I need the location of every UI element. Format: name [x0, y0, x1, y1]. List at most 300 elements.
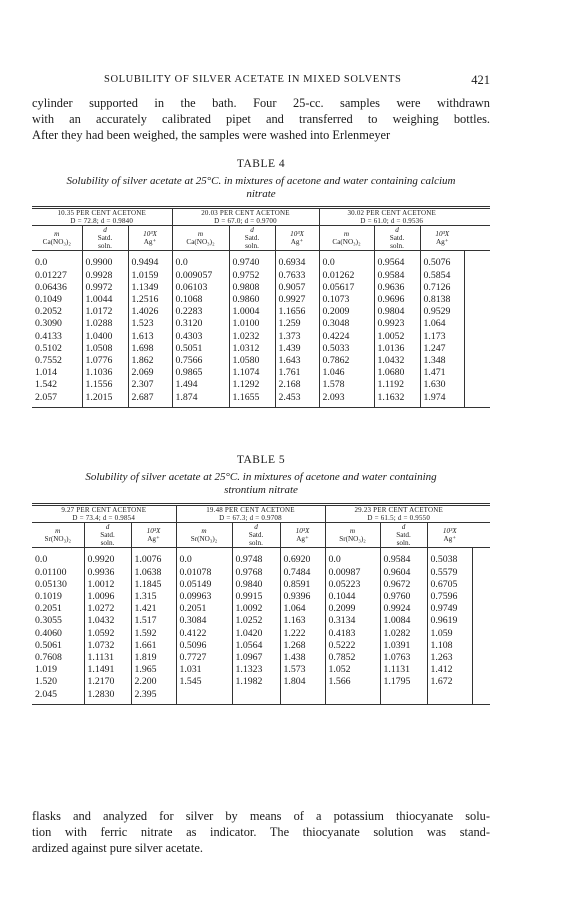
- table-cell: 0.9808: [229, 282, 275, 294]
- table-row: [32, 379, 490, 391]
- column-unit: soln.: [100, 539, 115, 548]
- column-symbol: d: [254, 523, 258, 532]
- table-cell: 0.0: [319, 251, 374, 270]
- table-cell: 1.0967: [232, 652, 280, 664]
- table-cell: 1.421: [131, 603, 176, 615]
- column-header: [176, 523, 232, 548]
- column-label: Satd.: [248, 531, 264, 540]
- table-row: [32, 318, 490, 330]
- running-head-title: SOLUBILITY OF SILVER ACETATE IN MIXED SOLVENTS: [104, 74, 402, 85]
- table-cell: 0.05617: [319, 282, 374, 294]
- table-cell: 1.373: [275, 331, 319, 343]
- group-constants: D = 61.0; d = 0.9536: [360, 217, 424, 226]
- column-symbol: m: [343, 230, 350, 239]
- table-cell: 1.494: [172, 379, 229, 391]
- table-cell: [427, 689, 472, 705]
- caption-line: strontium nitrate: [224, 484, 298, 496]
- table-cell: 1.0288: [82, 318, 128, 330]
- column-label: 10³X: [435, 230, 450, 239]
- table-cell: 1.0004: [229, 306, 275, 318]
- table-cell: 1.471: [420, 367, 464, 379]
- table-cell: 1.247: [420, 343, 464, 355]
- spacer-cell: [472, 652, 490, 664]
- table-cell: 1.0252: [232, 615, 280, 627]
- table-cell: 0.8591: [280, 579, 325, 591]
- table-cell: 1.1131: [380, 664, 427, 676]
- table-cell: 0.9740: [229, 251, 275, 270]
- table-cell: 1.0044: [82, 294, 128, 306]
- spacer-cell: [472, 615, 490, 627]
- table-cell: 1.804: [280, 676, 325, 688]
- table-cell: 0.7566: [172, 355, 229, 367]
- column-header-row: [32, 226, 490, 251]
- table-cell: 1.0100: [229, 318, 275, 330]
- column-symbol: m: [349, 527, 356, 536]
- table-row: [32, 306, 490, 318]
- table-cell: 2.093: [319, 392, 374, 408]
- table-cell: 0.7608: [35, 652, 62, 664]
- table-cell: 0.01078: [176, 567, 232, 579]
- table-cell: 1.698: [128, 343, 172, 355]
- table-cell: 1.046: [319, 367, 374, 379]
- table-cell: 0.5222: [325, 640, 380, 652]
- table-cell: 0.9936: [84, 567, 131, 579]
- table-cell: 1.874: [172, 392, 229, 408]
- table-cell: 1.2516: [128, 294, 172, 306]
- table-cell: 0.8138: [420, 294, 464, 306]
- table-cell: [380, 689, 427, 705]
- table-cell: 1.1491: [84, 664, 131, 676]
- column-symbol: d: [401, 523, 406, 532]
- table-cell: [176, 689, 232, 705]
- group-constants: D = 61.5; d = 0.9550: [367, 514, 431, 523]
- table-cell: 1.1632: [374, 392, 420, 408]
- group-header: [32, 208, 172, 226]
- group-header: [325, 505, 472, 523]
- table-cell: 0.9494: [128, 251, 172, 270]
- table-cell: 1.672: [427, 676, 472, 688]
- table-cell: 0.5033: [319, 343, 374, 355]
- table-cell: 1.630: [420, 379, 464, 391]
- table-cell: 0.4224: [319, 331, 374, 343]
- text-line: flasks and analyzed for silver by means of a potassium thiocyanate solu-: [32, 809, 490, 823]
- table-cell: 1.2015: [82, 392, 128, 408]
- table-cell: 0.5076: [420, 251, 464, 270]
- table-cell: 0.7862: [319, 355, 374, 367]
- closing-paragraph: [32, 809, 490, 856]
- table-cell: 0.0: [325, 548, 380, 567]
- table-cell: 1.019: [35, 664, 58, 676]
- column-symbol: d: [103, 226, 107, 235]
- spacer-cell: [464, 306, 490, 318]
- table4: [32, 206, 490, 408]
- spacer-cell: [472, 579, 490, 591]
- table-cell: 1.0400: [82, 331, 128, 343]
- group-header-row: [32, 208, 490, 226]
- column-unit: Ag⁺: [435, 238, 449, 247]
- table-cell: 0.4060: [35, 627, 62, 639]
- table-cell: 1.643: [275, 355, 319, 367]
- group-title: 10.35 PER CENT ACETONE: [57, 209, 147, 217]
- column-symbol: m: [54, 230, 60, 239]
- table-cell: 1.0391: [380, 640, 427, 652]
- table-cell: 1.578: [319, 379, 374, 391]
- table5: [32, 503, 490, 705]
- text-line: After they had been weighed, the samples were washed into Erlenmeyer: [32, 127, 391, 142]
- spacer-cell: [472, 505, 490, 523]
- spacer-cell: [472, 676, 490, 688]
- table-cell: 0.6934: [275, 251, 319, 270]
- table-cell: 1.0763: [380, 652, 427, 664]
- text-line: tion with ferric nitrate as indicator. The thiocyanate solution was stand-: [32, 824, 490, 839]
- column-header: [232, 523, 280, 548]
- column-label: Satd.: [97, 234, 113, 243]
- group-constants: D = 73.4; d = 0.9854: [72, 514, 136, 523]
- group-title: 20.03 PER CENT ACETONE: [201, 209, 290, 217]
- table-cell: 2.307: [128, 379, 172, 391]
- table-cell: 0.00987: [325, 567, 380, 579]
- table-row: [32, 367, 490, 379]
- table-cell: 1.520: [35, 676, 58, 688]
- caption-line: Solubility of silver acetate at 25°C. in mixtures of acetone and water containing: [85, 471, 437, 483]
- spacer-cell: [464, 331, 490, 343]
- table-row: [32, 591, 490, 603]
- table-cell: 0.2052: [35, 306, 62, 318]
- table-row: [32, 331, 490, 343]
- table-cell: 1.0564: [232, 640, 280, 652]
- column-unit: Sr(NO₃)₂: [339, 535, 366, 544]
- table-cell: 1.0012: [84, 579, 131, 591]
- column-unit: Sr(NO₃)₂: [190, 535, 218, 544]
- group-constants: D = 67.3; d = 0.9708: [219, 514, 282, 523]
- table-cell: 1.2170: [84, 676, 131, 688]
- table5-label: TABLE 5: [236, 454, 286, 466]
- spacer-cell: [464, 318, 490, 330]
- caption-line: nitrate: [246, 188, 276, 200]
- column-unit: Ag⁺: [147, 535, 160, 544]
- table-cell: 1.173: [420, 331, 464, 343]
- spacer-cell: [472, 567, 490, 579]
- table-cell: 0.5051: [172, 343, 229, 355]
- column-label: Satd.: [396, 531, 411, 540]
- table-cell: 1.1074: [229, 367, 275, 379]
- table-row: [32, 640, 490, 652]
- table-cell: 1.862: [128, 355, 172, 367]
- table-row: [32, 270, 490, 282]
- table-cell: 0.5038: [427, 548, 472, 567]
- spacer-cell: [472, 591, 490, 603]
- table5-caption: [14, 471, 508, 497]
- table-cell: 0.7633: [275, 270, 319, 282]
- column-symbol: d: [395, 226, 399, 235]
- spacer-cell: [472, 628, 490, 640]
- table-cell: 0.3055: [35, 615, 62, 627]
- table-cell: 1.761: [275, 367, 319, 379]
- spacer-cell: [464, 355, 490, 367]
- column-header: [172, 226, 229, 251]
- column-header: [325, 523, 380, 548]
- table-cell: 0.1049: [35, 294, 62, 306]
- column-header: [275, 226, 319, 251]
- table-cell: 0.05149: [176, 579, 232, 591]
- group-title: 30.02 PER CENT ACETONE: [347, 209, 437, 217]
- table-cell: 1.1292: [229, 379, 275, 391]
- table-cell: 1.542: [35, 379, 58, 391]
- spacer-cell: [464, 282, 490, 294]
- table-cell: 1.439: [275, 343, 319, 355]
- table-cell: 0.9804: [374, 306, 420, 318]
- table-cell: 1.222: [280, 628, 325, 640]
- table-cell: 1.064: [280, 603, 325, 615]
- table-cell: 0.2051: [35, 603, 62, 615]
- group-header-row: [32, 505, 490, 523]
- table-cell: 1.2830: [84, 689, 131, 705]
- column-unit: soln.: [396, 539, 411, 548]
- table-cell: 0.9928: [82, 270, 128, 282]
- table-cell: 0.2009: [319, 306, 374, 318]
- table-cell: 0.9748: [232, 548, 280, 567]
- spacer-cell: [472, 640, 490, 652]
- table-row: [32, 603, 490, 615]
- table-cell: 1.268: [280, 640, 325, 652]
- table-cell: 1.4026: [128, 306, 172, 318]
- table-cell: 0.9584: [380, 548, 427, 567]
- caption-line: Solubility of silver acetate at 25°C. in mixtures of acetone and water containing calcium: [66, 175, 456, 187]
- column-header: [374, 226, 420, 251]
- table-cell: 0.01262: [319, 270, 374, 282]
- table-cell: 0.7552: [35, 355, 62, 367]
- table-cell: 1.108: [427, 640, 472, 652]
- table-row: [32, 628, 490, 640]
- group-header: [319, 208, 464, 226]
- table-cell: 0.9672: [380, 579, 427, 591]
- table-row: [32, 282, 490, 294]
- table-cell: 0.9924: [380, 603, 427, 615]
- table-cell: 0.9584: [374, 270, 420, 282]
- table-cell: 1.1323: [232, 664, 280, 676]
- table-cell: 0.3090: [35, 318, 62, 330]
- table-cell: 1.0159: [128, 270, 172, 282]
- table-cell: 0.5096: [176, 640, 232, 652]
- spacer-cell: [464, 367, 490, 379]
- table-cell: 0.4122: [176, 628, 232, 640]
- table-cell: 1.163: [280, 615, 325, 627]
- column-unit: soln.: [390, 242, 404, 251]
- table-cell: 1.573: [280, 664, 325, 676]
- table-cell: 1.052: [325, 664, 380, 676]
- table-cell: 0.0: [172, 251, 229, 270]
- table-cell: 1.0172: [82, 306, 128, 318]
- table-cell: 1.1656: [275, 306, 319, 318]
- column-label: 10³X: [146, 527, 161, 536]
- column-unit: Ag⁺: [290, 238, 304, 247]
- table-cell: [325, 689, 380, 705]
- table-cell: [232, 689, 280, 705]
- column-header: [420, 226, 464, 251]
- table-cell: 0.06436: [35, 281, 67, 293]
- table-cell: 1.1795: [380, 676, 427, 688]
- table-cell: 0.9840: [232, 579, 280, 591]
- spacer-cell: [464, 294, 490, 306]
- column-unit: Ag⁺: [143, 238, 157, 247]
- table-cell: 0.9900: [82, 251, 128, 270]
- table-cell: 0.9760: [380, 591, 427, 603]
- column-unit: Ca(NO₃)₂: [42, 238, 71, 247]
- spacer-cell: [464, 343, 490, 355]
- table-cell: 1.031: [176, 664, 232, 676]
- column-unit: Ag⁺: [296, 535, 309, 544]
- table-cell: 1.1131: [84, 652, 131, 664]
- table-cell: 0.9860: [229, 294, 275, 306]
- column-unit: Ag⁺: [443, 535, 457, 544]
- table-row: [32, 567, 490, 579]
- column-header: [319, 226, 374, 251]
- table-cell: 0.9604: [380, 567, 427, 579]
- table-cell: 0.06103: [172, 282, 229, 294]
- spacer-cell: [472, 548, 490, 567]
- table-cell: 0.7484: [280, 567, 325, 579]
- table-cell: 0.9529: [420, 306, 464, 318]
- table-cell: 0.5061: [35, 639, 62, 651]
- text-line: ardized against pure silver acetate.: [32, 840, 203, 855]
- table-cell: 1.315: [131, 591, 176, 603]
- column-header: [229, 226, 275, 251]
- column-label: 10³X: [295, 527, 310, 536]
- column-header: [128, 226, 172, 251]
- table-cell: 0.3120: [172, 318, 229, 330]
- group-constants: D = 72.8; d = 0.9840: [70, 217, 134, 226]
- column-unit: Ca(NO₃)₂: [332, 238, 361, 247]
- table-cell: 2.453: [275, 392, 319, 408]
- table-cell: 0.01100: [35, 566, 67, 578]
- column-header: [32, 523, 84, 548]
- table-cell: 0.1044: [325, 591, 380, 603]
- group-title: 19.48 PER CENT ACETONE: [206, 506, 295, 514]
- table-cell: 1.0638: [131, 567, 176, 579]
- table-cell: 1.545: [176, 676, 232, 688]
- table-cell: 0.009057: [172, 270, 229, 282]
- table-cell: 2.395: [131, 689, 176, 705]
- column-symbol: d: [250, 226, 254, 235]
- column-header: [280, 523, 325, 548]
- table-cell: 1.0076: [131, 548, 176, 567]
- table-cell: 1.613: [128, 331, 172, 343]
- spacer-cell: [464, 379, 490, 391]
- table-cell: 0.2051: [176, 603, 232, 615]
- table-cell: 1.0084: [380, 615, 427, 627]
- table-cell: 1.0232: [229, 331, 275, 343]
- column-unit: soln.: [98, 242, 112, 251]
- table-cell: 1.0272: [84, 603, 131, 615]
- table-cell: 1.0580: [229, 355, 275, 367]
- table-cell: 0.01227: [35, 269, 67, 281]
- table-cell: 0.0: [176, 548, 232, 567]
- column-symbol: m: [55, 527, 61, 536]
- table-cell: 0.7596: [427, 591, 472, 603]
- table-cell: 0.9972: [82, 282, 128, 294]
- column-label: Satd.: [100, 531, 115, 540]
- table-cell: 0.3134: [325, 615, 380, 627]
- table-cell: 1.0096: [84, 591, 131, 603]
- table-cell: 0.9396: [280, 591, 325, 603]
- table-cell: 1.0680: [374, 367, 420, 379]
- table-cell: 0.9636: [374, 282, 420, 294]
- table-cell: 1.014: [35, 367, 58, 379]
- table-cell: 0.7126: [420, 282, 464, 294]
- spacer-cell: [464, 251, 490, 270]
- column-label: 10³X: [290, 230, 304, 239]
- table-row: [32, 676, 490, 688]
- spacer-cell: [472, 603, 490, 615]
- column-symbol: d: [105, 523, 110, 532]
- table-row: [32, 251, 490, 270]
- table-cell: 1.592: [131, 628, 176, 640]
- table-row: [32, 689, 490, 705]
- table-cell: 0.0: [35, 257, 48, 269]
- table-row: [32, 294, 490, 306]
- column-header: [84, 523, 131, 548]
- table-cell: 0.1073: [319, 294, 374, 306]
- table-row: [32, 548, 490, 567]
- group-header: [32, 505, 176, 523]
- table-cell: 0.9915: [232, 591, 280, 603]
- table-cell: 1.1192: [374, 379, 420, 391]
- intro-paragraph: [32, 96, 490, 143]
- table-cell: 1.263: [427, 652, 472, 664]
- table-cell: 1.974: [420, 392, 464, 408]
- table-cell: 2.045: [35, 688, 58, 700]
- column-header: [427, 523, 472, 548]
- table-cell: 0.6920: [280, 548, 325, 567]
- table-cell: 1.059: [427, 628, 472, 640]
- table-cell: 1.412: [427, 664, 472, 676]
- table-cell: 0.2099: [325, 603, 380, 615]
- group-title: 9.27 PER CENT ACETONE: [61, 506, 147, 514]
- table-cell: 1.0732: [84, 640, 131, 652]
- table4-caption: [14, 175, 508, 201]
- table-cell: 0.9619: [427, 615, 472, 627]
- table-cell: 0.9865: [172, 367, 229, 379]
- table-cell: 2.200: [131, 676, 176, 688]
- spacer-cell: [464, 226, 490, 251]
- table-cell: 0.5579: [427, 567, 472, 579]
- table-cell: 0.7852: [325, 652, 380, 664]
- table-cell: 1.348: [420, 355, 464, 367]
- table-row: [32, 343, 490, 355]
- table-cell: 0.2283: [172, 306, 229, 318]
- table-cell: 1.1655: [229, 392, 275, 408]
- table-cell: 1.0508: [82, 343, 128, 355]
- table-cell: [280, 689, 325, 705]
- table-cell: 0.5102: [35, 342, 62, 354]
- table-cell: 1.259: [275, 318, 319, 330]
- table-cell: 1.0092: [232, 603, 280, 615]
- table-cell: 1.0312: [229, 343, 275, 355]
- column-symbol: m: [201, 527, 207, 536]
- table-cell: 1.0282: [380, 628, 427, 640]
- column-symbol: m: [197, 230, 204, 239]
- group-header: [176, 505, 325, 523]
- table-cell: 1.517: [131, 615, 176, 627]
- text-line: cylinder supported in the bath. Four 25-cc. samples were withdrawn: [32, 96, 490, 110]
- table-cell: 1.0136: [374, 343, 420, 355]
- table-cell: 1.1982: [232, 676, 280, 688]
- table-row: [32, 615, 490, 627]
- table-cell: 1.438: [280, 652, 325, 664]
- table-cell: 0.5854: [420, 270, 464, 282]
- text-line: with an accurately calibrated pipet and transferred to weighing bottles.: [32, 111, 490, 126]
- table-cell: 1.0432: [84, 615, 131, 627]
